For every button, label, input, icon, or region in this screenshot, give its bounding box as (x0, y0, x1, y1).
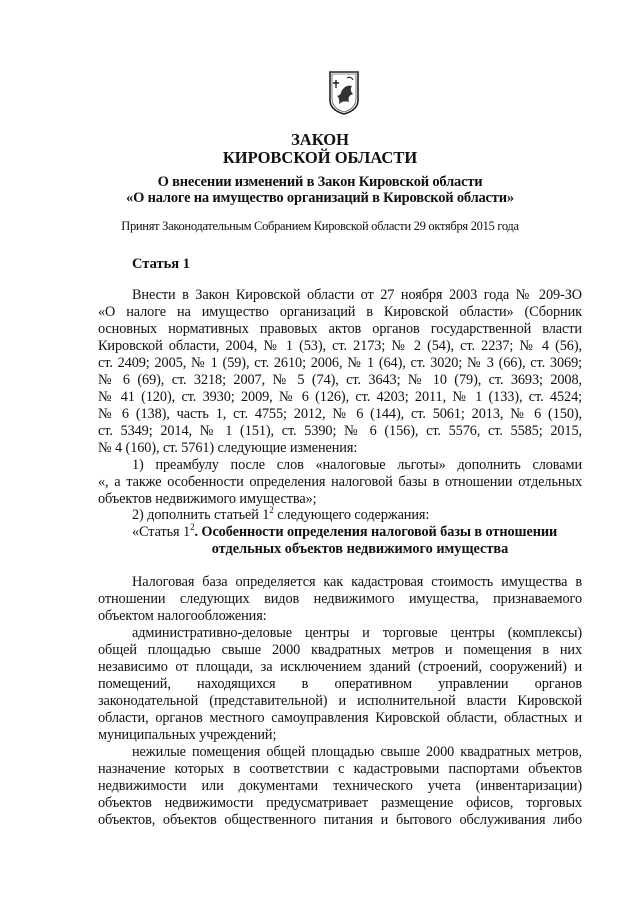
subtitle-line-2: «О налоге на имущество организаций в Кировской области» (126, 190, 514, 206)
new-article-heading (132, 524, 557, 540)
new-article-title-2: отдельных объектов недвижимого имущества (211, 541, 509, 557)
item-2-line (132, 507, 429, 523)
admin-centers-line: муниципальных учреждений; (98, 727, 277, 743)
coat-of-arms-icon (327, 70, 361, 116)
intro-line: № 41 (120), ст. 3930; 2009, № 6 (126), ст. 4203; 2011, № 1 (133), ст. 4524; (98, 389, 582, 405)
admin-centers-line: общей площадью свыше 2000 квадратных метров и помещения в них (98, 642, 582, 658)
article-1-heading: Статья 1 (132, 256, 190, 272)
intro-line: ст. 2409; 2005, № 1 (59), ст. 2610; 2006, № 1 (64), ст. 3020; № 3 (66), ст. 3069; (98, 355, 582, 371)
admin-centers-line: законодательной (представительной) и исполнительной власти Кировской (98, 693, 582, 709)
new-article-sup: 2 (190, 522, 195, 533)
tax-base-line: объектом налогообложения: (98, 608, 267, 624)
item-2-prefix: 2) дополнить статьей 1 (132, 507, 270, 523)
intro-line: основных нормативных правовых актов органов государственной власти (98, 321, 582, 337)
law-word: ЗАКОН (291, 130, 349, 149)
adopted-note: Принят Законодательным Собранием Кировской области 29 октября 2015 года (121, 219, 519, 233)
intro-line: «О налоге на имущество организаций в Кировской области» (Сборник (98, 304, 582, 320)
new-article-prefix: «Статья 1 (132, 524, 191, 540)
tax-base-line: Налоговая база определяется как кадастровая стоимость имущества в (132, 574, 582, 590)
nonresidential-line: объектов недвижимости предусматривает размещение офисов, торговых (98, 795, 582, 811)
item-1-line: 1) преамбулу после слов «налоговые льготы» дополнить словами (132, 457, 582, 473)
subtitle-line-1: О внесении изменений в Закон Кировской области (157, 174, 483, 190)
tax-base-line: отношении следующих видов недвижимого имущества, признаваемого (98, 591, 582, 607)
intro-line: Внести в Закон Кировской области от 27 ноября 2003 года № 209-ЗО (132, 287, 582, 303)
item-2-sup: 2 (269, 505, 274, 516)
intro-line: ст. 5349; 2014, № 1 (151), ст. 5390; № 6 (156), ст. 5576, ст. 5585; 2015, (98, 423, 582, 439)
intro-line: № 6 (69), ст. 3218; 2007, № 5 (74), ст. 3643; № 10 (79), ст. 3693; 2008, (98, 372, 582, 388)
intro-line: № 4 (160), ст. 5761) следующие изменения: (98, 440, 358, 456)
law-title (0, 131, 640, 167)
nonresidential-line: нежилые помещения общей площадью свыше 2000 квадратных метров, (132, 744, 582, 760)
intro-line: Кировской области, 2004, № 1 (53), ст. 2173; № 2 (54), ст. 2237; № 4 (56), (98, 338, 582, 354)
item-1-line: объектов недвижимого имущества»; (98, 491, 317, 507)
nonresidential-line: недвижимости или документами технического учета (инвентаризации) (98, 778, 582, 794)
new-article-title-1: . Особенности определения налоговой базы в отношении (194, 524, 558, 540)
admin-centers-line: помещений, находящихся в оперативном управлении органов (98, 676, 582, 692)
admin-centers-line: независимо от площади, за исключением зданий (строений, сооружений) и (98, 659, 582, 675)
item-2-suffix: следующего содержания: (273, 507, 430, 523)
nonresidential-line: объектов, объектов общественного питания и бытового обслуживания либо (98, 812, 582, 828)
item-1-line: «, а также особенности определения налоговой базы в отношении отдельных (98, 474, 582, 490)
admin-centers-line: области, органов местного самоуправления Кировской области, областных и (98, 710, 582, 726)
nonresidential-line: назначение которых в соответствии с кадастровыми паспортами объектов (98, 761, 582, 777)
intro-line: № 6 (138), часть 1, ст. 4755; 2012, № 6 (144), ст. 5061; 2013, № 6 (150), (98, 406, 582, 422)
region-name: КИРОВСКОЙ ОБЛАСТИ (222, 148, 418, 167)
law-subtitle (0, 174, 640, 206)
admin-centers-line: административно-деловые центры и торговые центры (комплексы) (132, 625, 582, 641)
